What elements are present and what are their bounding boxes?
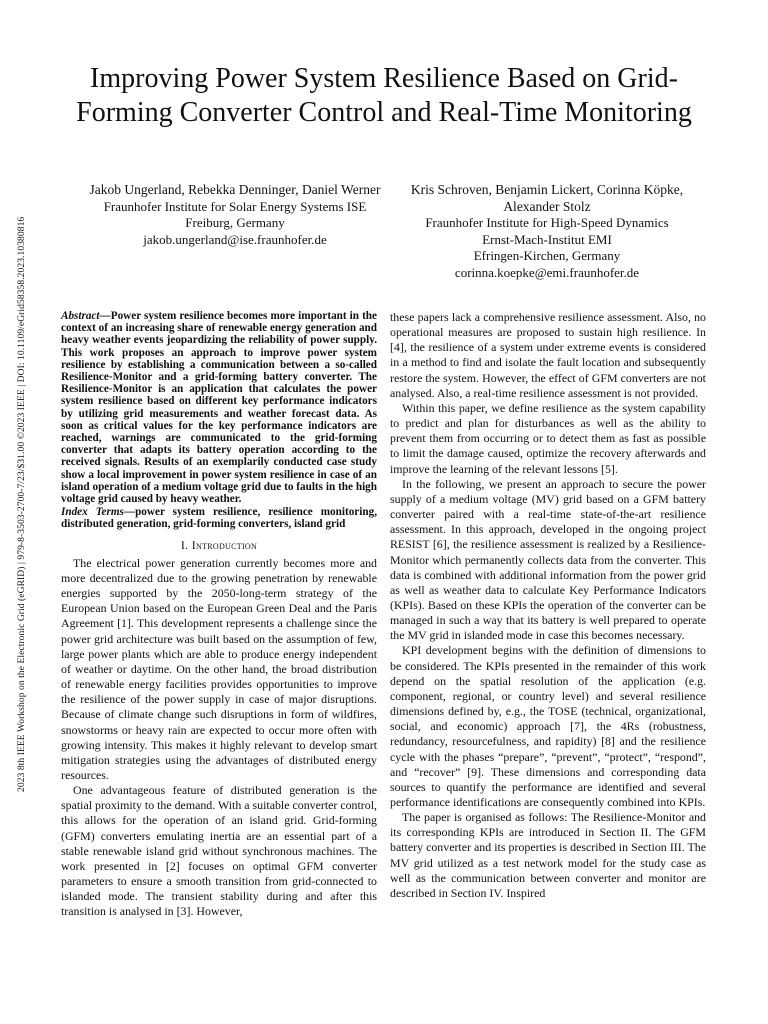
author-affiliation: Fraunhofer Institute for Solar Energy Systems ISE bbox=[103, 198, 367, 214]
body-paragraph: Within this paper, we define resilience as the system capability to predict and plan for disturbances as well as the ability to prevent them from occurring or to detect them as fast as possible to limit the damage caused, optimize the recovery afterwards and improve the learning of the relevant lessons [5]. bbox=[390, 400, 706, 476]
author-block-ise bbox=[66, 182, 404, 248]
body-paragraph: The electrical power generation currently becomes more and more decentralized due to the growing penetration by renewable energies supported by the 2050-long-term strategy of the European Union based on the European Green Deal and the Paris Agreement [1]. This development represents a challenge since the power grid architecture was built based on the assumption of few, large power plants which are able to produce energy independent of weather or daytime. On the other hand, the broad distribution of renewable energy facilities provides opportunities to improve the resilience of the power supply in case of major disruptions. Because of climate change such disruptions in form of wildfires, snowstorms or heavy rain are expected to occur more often with growing intensity. This makes it highly relevant to develop smart mitigation strategies using the advantages of distributed energy resources. bbox=[61, 555, 377, 782]
section-heading-introduction bbox=[61, 538, 377, 553]
left-column bbox=[61, 310, 377, 920]
abstract-text: —Power system resilience becomes more important in the context of an increasing share of renewable energy generation and heavy weather events jeopardizing the reliability of power supply. This work proposes an approach to improve power system resilience by establishing a communication between a so-called Resilience-Monitor and a grid-forming battery converter. The Resilience-Monitor is an application that calculates the power system resilience based on different key performance indicators by utilizing grid measurements and weather forecast data. As soon as critical values for the key performance indicators are reached, warnings are communicated to the grid-forming converter that adapts its battery operation according to the received signals. Results of an exemplarily conducted case study show a local improvement in power system resilience in case of an island operation of a medium voltage grid due to faults in the high voltage grid caused by heavy weather. bbox=[61, 310, 377, 506]
author-email: corinna.koepke@emi.fraunhofer.de bbox=[454, 264, 640, 280]
author-affiliation: Fraunhofer Institute for High-Speed Dynamics bbox=[425, 215, 669, 230]
section-title: Introduction bbox=[191, 537, 258, 552]
body-paragraph: In the following, we present an approach to secure the power supply of a medium voltage (MV) grid based on a GFM battery converter paired with a real-time state-of-the-art resilience assessment. In this approach, developed in the ongoing project RESIST [6], the resilience assessment is realized by a Resilience-Monitor which permanently collects data from the converter. This data is combined with additional information from the power grid as well as weather data to calculate Key Performance Indicators (KPIs). Based on these KPIs the operation of the converter can be managed in such a way that its battery is well prepared to operate the MV grid in islanded mode in case this becomes necessary. bbox=[390, 476, 706, 643]
abstract bbox=[61, 310, 377, 505]
author-names-continued: Alexander Stolz bbox=[503, 198, 591, 214]
abstract-label: Abstract bbox=[61, 310, 100, 322]
author-block-emi bbox=[394, 182, 700, 281]
index-terms-label: Index Terms bbox=[61, 506, 124, 519]
paper-title: Improving Power System Resilience Based on Grid-Forming Converter Control and Real-Time Monitoring bbox=[76, 63, 692, 128]
author-names: Jakob Ungerland, Rebekka Denninger, Daniel Werner bbox=[89, 182, 381, 197]
author-email: jakob.ungerland@ise.fraunhofer.de bbox=[143, 231, 327, 247]
author-names: Kris Schroven, Benjamin Lickert, Corinna Köpke, bbox=[410, 182, 684, 197]
body-paragraph: The paper is organised as follows: The Resilience-Monitor and its corresponding KPIs are introduced in Section II. The GFM battery converter and its properties is described in Section III. The MV grid utilized as a test network model for the study case as well as the communication between converter and monitor are described in Section IV. Inspired bbox=[390, 810, 706, 900]
body-paragraph: One advantageous feature of distributed generation is the spatial proximity to the demand. With a suitable converter control, this allows for the operation of an island grid. Grid-forming (GFM) converters emulating inertia are an essential part of a stable renewable island grid without synchronous machines. The work presented in [2] focuses on optimal GFM converter parameters to ensure a smooth transition from grid-connected to islanded mode. The transient stability during and after this transition is analysed in [3]. However, bbox=[61, 783, 377, 919]
body-paragraph: KPI development begins with the definition of dimensions to be considered. The KPIs presented in the remainder of this work depend on the spatial resolution of the application (e.g. component, regional, or country level) and several resilience dimensions defined by, e.g., the TOSE (technical, organizational, social, and economic) approach [7], the 4Rs (robustness, redundancy, resourcefulness, and rapidity) [8] and the resilience cycle with the phases “prepare”, “prevent”, “protect”, “respond”, and “recover” [9]. These dimensions and corresponding data sources to quantify the performance are identified and several performance identifications are consequently combined into KPIs. bbox=[390, 643, 706, 809]
publication-sidebar bbox=[8, 216, 27, 792]
body-paragraph: these papers lack a comprehensive resilience assessment. Also, no operational measures are proposed to sustain high resilience. In [4], the resilience of a system under extreme events is considered in a method to find and isolate the fault location and subsequently restore the system. However, the effect of GFM converters are not analysed. Also, a real-time resilience assessment is not provided. bbox=[390, 310, 706, 400]
publication-info-text: 2023 8th IEEE Workshop on the Electronic Grid (eGRID) | 979-8-3503-2700-7/23/$31.00 ©2023 IEEE | DOI: 10.1109/eGrid58358.2023.10380816 bbox=[16, 216, 27, 792]
section-number: I. bbox=[180, 537, 189, 552]
author-location: Efringen-Kirchen, Germany bbox=[473, 248, 621, 263]
author-location: Freiburg, Germany bbox=[185, 215, 285, 230]
right-column bbox=[390, 310, 706, 901]
author-institute: Ernst-Mach-Institut EMI bbox=[482, 231, 612, 247]
index-terms-text: —power system resilience, resilience monitoring, distributed generation, grid-forming converters, island grid bbox=[61, 506, 377, 531]
index-terms bbox=[61, 506, 377, 530]
